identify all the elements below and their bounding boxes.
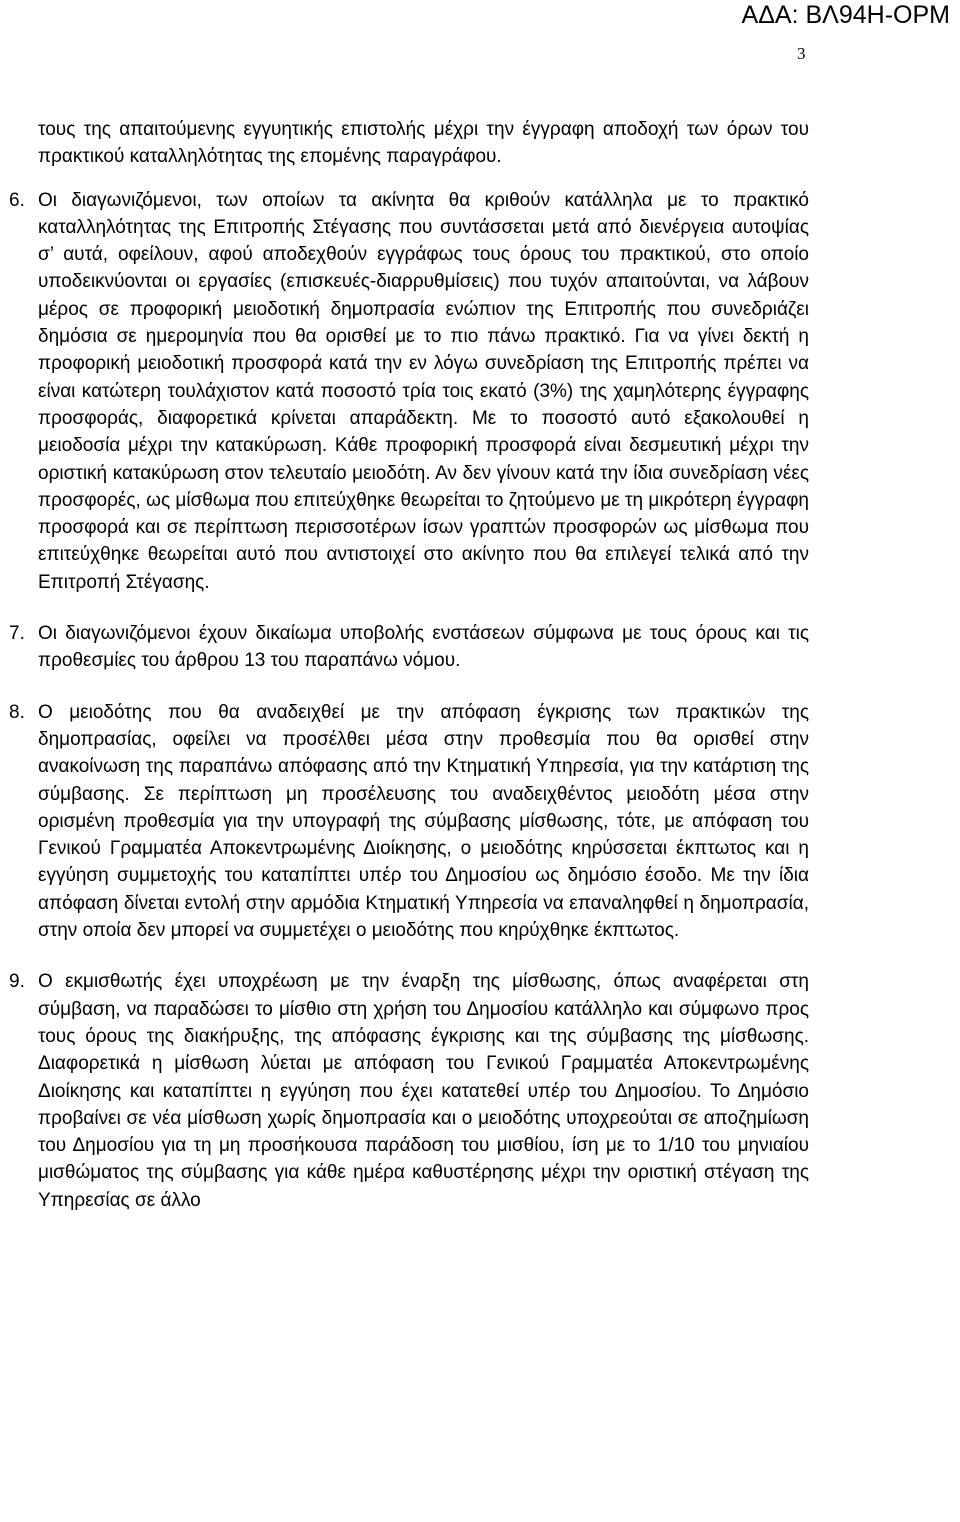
list-item-7 <box>9 620 809 675</box>
item-text: Ο μειοδότης που θα αναδειχθεί με την απόφαση έγκρισης των πρακτικών της δημοπρασίας, οφείλει να προσέλθει μέσα στην προθεσμία που θα ορισθεί στην ανακοίνωση της παραπάνω απόφασης από την Κτηματική Υπηρεσία, για την κατάρτιση της σύμβασης. Σε περίπτωση μη προσέλευσης του αναδειχθέντος μειοδότη μέσα στην ορισμένη προθεσμία για την υπογραφή της σύμβασης μίσθωσης, τότε, με απόφαση του Γενικού Γραμματέα Αποκεντρωμένης Διοίκησης, ο μειοδότης κηρύσσεται έκπτωτος και η εγγύηση συμμετοχής του καταπίπτει υπέρ του Δημοσίου ως δημόσιο έσοδο. Με την ίδια απόφαση δίνεται εντολή στην αρμόδια Κτηματική Υπηρεσία να επαναληφθεί η δημοπρασία, στην οποία δεν μπορεί να συμμετέχει ο μειοδότης που κηρύχθηκε έκπτωτος. <box>38 701 809 942</box>
item-number: 9. <box>9 971 25 993</box>
page-number: 3 <box>797 44 806 63</box>
list-item-8 <box>9 699 809 945</box>
item-text: Ο εκμισθωτής έχει υποχρέωση με την έναρξη της μίσθωσης, όπως αναφέρεται στη σύμβαση, να παραδώσει το μίσθιο στη χρήση του Δημοσίου κατάλληλο και σύμφωνο προς τους όρους της διακήρυξης, της απόφασης έγκρισης και της σύμβασης της μίσθωσης. Διαφορετικά η μίσθωση λύεται με απόφαση του Γενικού Γραμματέα Αποκεντρωμένης Διοίκησης και καταπίπτει η εγγύηση που έχει κατατεθεί υπέρ του Δημοσίου. Το Δημόσιο προβαίνει σε νέα μίσθωση χωρίς δημοπρασία και ο μειοδότης υποχρεούται σε αποζημίωση του Δημοσίου για τη μη προσήκουσα παράδοση του μισθίου, ίση με το 1/10 του μηνιαίου μισθώματος της σύμβασης για κάθε ημέρα καθυστέρησης μέχρι την οριστική στέγαση της Υπηρεσίας σε άλλο <box>38 971 809 1211</box>
intro-paragraph: τους της απαιτούμενης εγγυητικής επιστολής μέχρι την έγγραφη αποδοχή των όρων του πρακτικού καταλληλότητας της επομένης παραγράφου. <box>38 119 809 168</box>
item-text: Οι διαγωνιζόμενοι, των οποίων τα ακίνητα θα κριθούν κατάλληλα με το πρακτικό καταλληλότητας της Επιτροπής Στέγασης που συντάσσεται μετά από διενέργεια αυτοψίας σ’ αυτά, οφείλουν, αφού αποδεχθούν εγγράφως τους όρους του πρακτικού, στο οποίο υποδεικνύονται οι εργασίες (επισκευές-διαρρυθμίσεις) που τυχόν απαιτούνται, να λάβουν μέρος σε προφορική μειοδοτική δημοπρασία ενώπιον της Επιτροπής που συνεδριάζει δημόσια σε ημερομηνία που θα ορισθεί με το πιο πάνω πρακτικό. Για να γίνει δεκτή η προφορική μειοδοτική προσφορά κατά την εν λόγω συνεδρίαση της Επιτροπής πρέπει να είναι κατώτερη τουλάχιστον κατά ποσοστό τρία τοις εκατό (3%) της χαμηλότερης έγγραφης προσφοράς, διαφορετικά κρίνεται απαράδεκτη. Με το ποσοστό αυτό εξακολουθεί η μειοδοσία μέχρι την κατακύρωση. Κάθε προφορική προσφορά είναι δεσμευτική μέχρι την οριστική κατακύρωση στον τελευταίο μειοδότη. Αν δεν γίνουν κατά την ίδια συνεδρίαση νέες προσφορές, ως μίσθωμα που επιτεύχθηκε θεωρείται το ζητούμενο με τη μικρότερη έγγραφη προσφορά και σε περίπτωση περισσοτέρων ίσων γραπτών προσφορών ως μίσθωμα που επιτεύχθηκε θεωρείται αυτό που αντιστοιχεί στο ακίνητο που θα επιλεγεί τελικά από την Επιτροπή Στέγασης. <box>38 189 809 593</box>
ada-code: ΑΔΑ: ΒΛ94Η-ΟΡΜ <box>741 1 950 29</box>
item-text: Οι διαγωνιζόμενοι έχουν δικαίωμα υποβολής ενστάσεων σύμφωνα με τους όρους και τις προθεσμίες του άρθρου 13 του παραπάνω νόμου. <box>38 623 809 672</box>
item-number: 8. <box>9 701 25 723</box>
item-number: 6. <box>9 189 25 211</box>
list-item-6 <box>9 187 809 596</box>
item-number: 7. <box>9 623 25 645</box>
document-body <box>9 116 809 1214</box>
list-item-9 <box>9 968 809 1214</box>
